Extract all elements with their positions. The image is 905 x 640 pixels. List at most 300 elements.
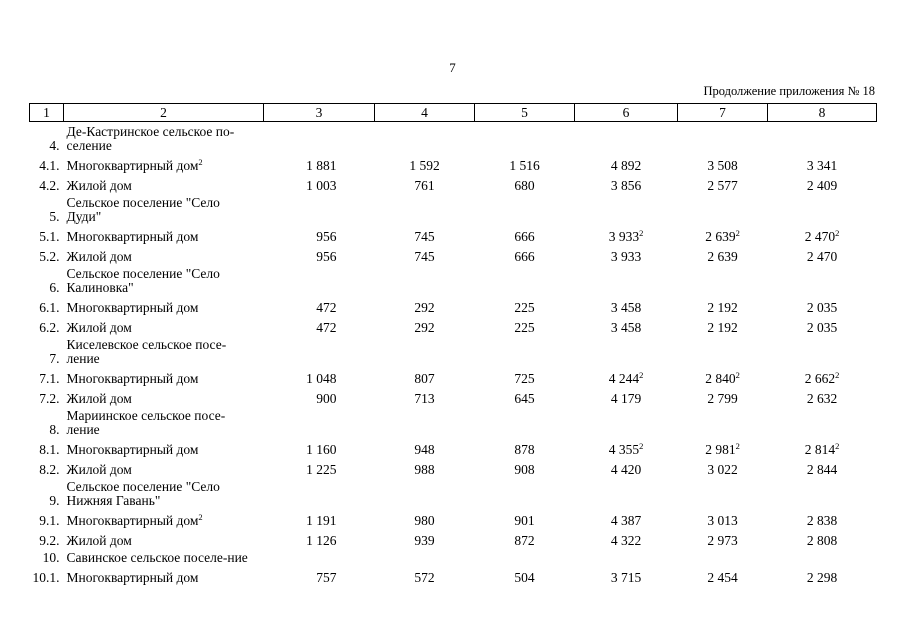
value-cell-5 <box>475 315 575 335</box>
column-header: 6 <box>575 104 678 122</box>
row-number-text: 6.1. <box>39 300 60 315</box>
value-cell-5 <box>475 244 575 264</box>
value-cell-3 <box>264 565 375 585</box>
row-number <box>30 122 64 154</box>
value-cell-4-text: 988 <box>414 462 435 477</box>
empty-cell <box>678 548 768 565</box>
empty-cell <box>375 477 475 508</box>
value-cell-8 <box>768 244 877 264</box>
settlement-name-text: Савинское сельское поселе-ние <box>66 550 248 565</box>
value-cell-6-text: 3 715 <box>610 570 642 585</box>
value-cell-6 <box>575 565 678 585</box>
value-cell-4 <box>375 244 475 264</box>
value-cell-3-text: 956 <box>316 229 337 244</box>
section-row <box>30 122 877 154</box>
value-cell-7-text: 2 639 <box>705 229 736 244</box>
row-number <box>30 335 64 366</box>
value-cell-7 <box>678 315 768 335</box>
housing-type-text: Многоквартирный дом <box>66 158 199 173</box>
section-row <box>30 335 877 366</box>
empty-cell <box>375 406 475 437</box>
value-cell-3 <box>264 224 375 244</box>
value-cell-7-text: 3 013 <box>707 513 738 528</box>
value-cell-5 <box>475 295 575 315</box>
value-cell-3-text: 900 <box>316 391 337 406</box>
row-number <box>30 224 64 244</box>
housing-type <box>64 528 264 548</box>
row-number <box>30 264 64 295</box>
value-cell-4-text: 948 <box>414 442 435 457</box>
empty-cell <box>575 264 678 295</box>
value-cell-5-text: 908 <box>514 462 535 477</box>
table-row <box>30 153 877 173</box>
empty-cell <box>678 335 768 366</box>
value-cell-7-text: 2 454 <box>707 570 738 585</box>
value-cell-8-text: 2 662 <box>804 371 836 386</box>
value-cell-4 <box>375 366 475 386</box>
value-cell-4 <box>375 295 475 315</box>
row-number-text: 8.1. <box>39 442 60 457</box>
row-number <box>30 315 64 335</box>
value-cell-3-text: 757 <box>316 570 337 585</box>
footnote-marker: 2 <box>639 441 644 451</box>
value-cell-5-text: 878 <box>514 442 535 457</box>
row-number-text: 5.1. <box>39 229 60 244</box>
empty-cell <box>678 477 768 508</box>
empty-cell <box>264 406 375 437</box>
value-cell-8-text: 2 844 <box>806 462 838 477</box>
table-row <box>30 295 877 315</box>
value-cell-3 <box>264 295 375 315</box>
value-cell-7 <box>678 244 768 264</box>
value-cell-7 <box>678 457 768 477</box>
column-header: 1 <box>30 104 64 122</box>
empty-cell <box>678 122 768 154</box>
value-cell-4 <box>375 565 475 585</box>
table-row <box>30 437 877 457</box>
value-cell-5-text: 725 <box>514 371 535 386</box>
value-cell-7-text: 3 508 <box>707 158 738 173</box>
value-cell-5-text: 680 <box>514 178 535 193</box>
value-cell-7 <box>678 386 768 406</box>
value-cell-8-text: 2 632 <box>806 391 838 406</box>
empty-cell <box>575 548 678 565</box>
settlement-name-text: Мариинское сельское посе-ление <box>66 408 226 437</box>
value-cell-4 <box>375 528 475 548</box>
row-number-text: 4.1. <box>39 158 60 173</box>
table-row <box>30 565 877 585</box>
housing-type-text: Жилой дом <box>66 320 132 335</box>
value-cell-8-text: 2 409 <box>806 178 838 193</box>
empty-cell <box>678 406 768 437</box>
housing-type-text: Многоквартирный дом <box>66 513 199 528</box>
value-cell-7 <box>678 173 768 193</box>
housing-type-text: Жилой дом <box>66 249 132 264</box>
value-cell-6-text: 4 179 <box>610 391 642 406</box>
row-number-text: 10.1. <box>32 570 60 585</box>
empty-cell <box>678 193 768 224</box>
value-cell-7 <box>678 366 768 386</box>
value-cell-6 <box>575 224 678 244</box>
data-table <box>29 103 877 585</box>
value-cell-6-text: 3 458 <box>610 300 642 315</box>
value-cell-3 <box>264 153 375 173</box>
value-cell-6 <box>575 528 678 548</box>
settlement-name <box>64 548 264 565</box>
empty-cell <box>768 335 877 366</box>
value-cell-5-text: 666 <box>514 229 535 244</box>
value-cell-4-text: 745 <box>414 249 435 264</box>
value-cell-7-text: 2 192 <box>707 300 738 315</box>
row-number-text: 8. <box>49 422 60 437</box>
housing-type-text: Многоквартирный дом <box>66 442 199 457</box>
housing-type-text: Многоквартирный дом <box>66 300 199 315</box>
row-number <box>30 437 64 457</box>
value-cell-4 <box>375 386 475 406</box>
housing-type-text: Многоквартирный дом <box>66 371 199 386</box>
value-cell-4 <box>375 315 475 335</box>
value-cell-6-text: 3 933 <box>610 249 642 264</box>
value-cell-7-text: 2 192 <box>707 320 738 335</box>
value-cell-4 <box>375 457 475 477</box>
settlement-name <box>64 406 264 437</box>
footnote-marker: 2 <box>639 370 644 380</box>
row-number <box>30 548 64 565</box>
empty-cell <box>375 335 475 366</box>
value-cell-8 <box>768 295 877 315</box>
value-cell-3 <box>264 437 375 457</box>
row-number-text: 9.1. <box>39 513 60 528</box>
table-row <box>30 457 877 477</box>
footnote-marker: 2 <box>835 228 840 238</box>
section-row <box>30 548 877 565</box>
empty-cell <box>475 264 575 295</box>
value-cell-5 <box>475 565 575 585</box>
value-cell-8-text: 2 035 <box>806 320 838 335</box>
row-number <box>30 153 64 173</box>
housing-type <box>64 173 264 193</box>
row-number-text: 6.2. <box>39 320 60 335</box>
value-cell-6-text: 3 856 <box>610 178 642 193</box>
value-cell-5-text: 901 <box>514 513 535 528</box>
value-cell-4 <box>375 153 475 173</box>
value-cell-4-text: 713 <box>414 391 435 406</box>
row-number-text: 5.2. <box>39 249 60 264</box>
value-cell-5 <box>475 457 575 477</box>
value-cell-5 <box>475 366 575 386</box>
settlement-name-text: Киселевское сельское посе-ление <box>66 337 227 366</box>
footnote-marker: 2 <box>198 512 203 522</box>
value-cell-7 <box>678 224 768 244</box>
housing-type-text: Жилой дом <box>66 391 132 406</box>
continuation-label: Продолжение приложения № 18 <box>703 84 875 98</box>
value-cell-6-text: 4 355 <box>608 442 640 457</box>
row-number-text: 4.2. <box>39 178 60 193</box>
value-cell-8-text: 2 470 <box>804 229 836 244</box>
empty-cell <box>264 193 375 224</box>
value-cell-5-text: 872 <box>514 533 535 548</box>
value-cell-3-text: 472 <box>316 300 337 315</box>
value-cell-7-text: 2 840 <box>705 371 736 386</box>
table-row <box>30 366 877 386</box>
row-number-text: 4. <box>49 138 60 153</box>
value-cell-5-text: 645 <box>514 391 535 406</box>
value-cell-4-text: 292 <box>414 300 435 315</box>
empty-cell <box>475 193 575 224</box>
value-cell-3-text: 1 191 <box>306 513 337 528</box>
value-cell-7-text: 2 973 <box>707 533 738 548</box>
settlement-name-text: Сельское поселение "Село Дуди" <box>66 195 220 224</box>
empty-cell <box>475 122 575 154</box>
value-cell-3 <box>264 457 375 477</box>
empty-cell <box>264 548 375 565</box>
housing-type-text: Многоквартирный дом <box>66 570 199 585</box>
value-cell-6 <box>575 315 678 335</box>
housing-type <box>64 386 264 406</box>
table-row <box>30 244 877 264</box>
empty-cell <box>575 335 678 366</box>
value-cell-4-text: 980 <box>414 513 435 528</box>
value-cell-5 <box>475 437 575 457</box>
value-cell-4-text: 292 <box>414 320 435 335</box>
housing-type <box>64 437 264 457</box>
empty-cell <box>575 193 678 224</box>
value-cell-3 <box>264 508 375 528</box>
empty-cell <box>375 548 475 565</box>
value-cell-5 <box>475 153 575 173</box>
table-row <box>30 173 877 193</box>
empty-cell <box>768 406 877 437</box>
value-cell-6-text: 4 387 <box>610 513 642 528</box>
value-cell-8 <box>768 386 877 406</box>
value-cell-7 <box>678 437 768 457</box>
value-cell-8 <box>768 437 877 457</box>
housing-type <box>64 315 264 335</box>
row-number <box>30 295 64 315</box>
value-cell-8 <box>768 153 877 173</box>
value-cell-8 <box>768 173 877 193</box>
empty-cell <box>264 264 375 295</box>
row-number <box>30 173 64 193</box>
value-cell-3 <box>264 528 375 548</box>
row-number-text: 9. <box>49 493 60 508</box>
housing-type <box>64 508 264 528</box>
column-header: 7 <box>678 104 768 122</box>
footnote-marker: 2 <box>735 441 740 451</box>
row-number <box>30 457 64 477</box>
column-header: 3 <box>264 104 375 122</box>
empty-cell <box>375 122 475 154</box>
empty-cell <box>575 477 678 508</box>
table-row <box>30 224 877 244</box>
value-cell-4-text: 745 <box>414 229 435 244</box>
value-cell-7 <box>678 153 768 173</box>
row-number <box>30 386 64 406</box>
section-row <box>30 264 877 295</box>
value-cell-6-text: 3 458 <box>610 320 642 335</box>
value-cell-6 <box>575 457 678 477</box>
row-number-text: 5. <box>49 209 60 224</box>
row-number-text: 9.2. <box>39 533 60 548</box>
value-cell-4-text: 1 592 <box>409 158 440 173</box>
empty-cell <box>264 477 375 508</box>
value-cell-8 <box>768 366 877 386</box>
settlement-name <box>64 193 264 224</box>
value-cell-3 <box>264 386 375 406</box>
column-header: 2 <box>64 104 264 122</box>
value-cell-5-text: 504 <box>514 570 535 585</box>
row-number <box>30 477 64 508</box>
value-cell-6 <box>575 437 678 457</box>
value-cell-5 <box>475 528 575 548</box>
value-cell-6 <box>575 508 678 528</box>
empty-cell <box>768 122 877 154</box>
value-cell-8 <box>768 508 877 528</box>
empty-cell <box>575 406 678 437</box>
empty-cell <box>264 335 375 366</box>
column-header: 8 <box>768 104 877 122</box>
empty-cell <box>768 477 877 508</box>
section-row <box>30 477 877 508</box>
value-cell-6-text: 4 322 <box>610 533 642 548</box>
value-cell-4-text: 939 <box>414 533 435 548</box>
value-cell-5 <box>475 173 575 193</box>
row-number-text: 7.2. <box>39 391 60 406</box>
value-cell-4 <box>375 224 475 244</box>
value-cell-5-text: 225 <box>514 300 535 315</box>
footnote-marker: 2 <box>735 370 740 380</box>
housing-type <box>64 565 264 585</box>
value-cell-3-text: 1 225 <box>306 462 337 477</box>
value-cell-4-text: 572 <box>414 570 435 585</box>
table-header-row <box>30 104 877 122</box>
value-cell-8 <box>768 528 877 548</box>
value-cell-6-text: 3 933 <box>608 229 640 244</box>
row-number <box>30 508 64 528</box>
value-cell-4-text: 807 <box>414 371 435 386</box>
value-cell-3 <box>264 366 375 386</box>
value-cell-8-text: 2 035 <box>806 300 838 315</box>
row-number-text: 7. <box>49 351 60 366</box>
value-cell-6 <box>575 295 678 315</box>
value-cell-5-text: 666 <box>514 249 535 264</box>
settlement-name-text: Де-Кастринское сельское по-селение <box>66 124 235 153</box>
value-cell-8-text: 2 814 <box>804 442 836 457</box>
value-cell-8-text: 2 470 <box>806 249 838 264</box>
value-cell-5 <box>475 386 575 406</box>
value-cell-5 <box>475 508 575 528</box>
value-cell-3-text: 1 881 <box>306 158 337 173</box>
housing-type <box>64 295 264 315</box>
value-cell-6 <box>575 386 678 406</box>
footnote-marker: 2 <box>735 228 740 238</box>
footnote-marker: 2 <box>639 228 644 238</box>
value-cell-6 <box>575 244 678 264</box>
value-cell-8-text: 3 341 <box>806 158 838 173</box>
empty-cell <box>678 264 768 295</box>
value-cell-7-text: 2 981 <box>705 442 736 457</box>
value-cell-6-text: 4 892 <box>610 158 642 173</box>
value-cell-6 <box>575 153 678 173</box>
value-cell-8 <box>768 565 877 585</box>
row-number-text: 10. <box>42 550 60 565</box>
value-cell-5 <box>475 224 575 244</box>
table-row <box>30 508 877 528</box>
empty-cell <box>475 406 575 437</box>
value-cell-8 <box>768 457 877 477</box>
housing-type <box>64 244 264 264</box>
table-body <box>30 122 877 586</box>
value-cell-3 <box>264 315 375 335</box>
housing-type <box>64 153 264 173</box>
value-cell-7 <box>678 565 768 585</box>
row-number-text: 8.2. <box>39 462 60 477</box>
value-cell-5-text: 225 <box>514 320 535 335</box>
empty-cell <box>768 548 877 565</box>
value-cell-8-text: 2 838 <box>806 513 838 528</box>
row-number-text: 7.1. <box>39 371 60 386</box>
value-cell-3-text: 1 048 <box>306 371 337 386</box>
footnote-marker: 2 <box>835 441 840 451</box>
row-number <box>30 406 64 437</box>
section-row <box>30 193 877 224</box>
column-header: 4 <box>375 104 475 122</box>
housing-type <box>64 224 264 244</box>
value-cell-7-text: 3 022 <box>707 462 738 477</box>
value-cell-6-text: 4 244 <box>608 371 640 386</box>
footnote-marker: 2 <box>835 370 840 380</box>
value-cell-7 <box>678 528 768 548</box>
empty-cell <box>575 122 678 154</box>
empty-cell <box>475 335 575 366</box>
value-cell-7-text: 2 799 <box>707 391 738 406</box>
value-cell-5-text: 1 516 <box>509 158 540 173</box>
settlement-name <box>64 122 264 154</box>
value-cell-6-text: 4 420 <box>610 462 642 477</box>
value-cell-4-text: 761 <box>414 178 435 193</box>
value-cell-8-text: 2 808 <box>806 533 838 548</box>
value-cell-6 <box>575 366 678 386</box>
row-number-text: 6. <box>49 280 60 295</box>
page-number: 7 <box>449 60 456 75</box>
empty-cell <box>768 193 877 224</box>
housing-type-text: Жилой дом <box>66 178 132 193</box>
settlement-name-text: Сельское поселение "Село Калиновка" <box>66 266 220 295</box>
column-header: 5 <box>475 104 575 122</box>
settlement-name-text: Сельское поселение "Село Нижняя Гавань" <box>66 479 220 508</box>
settlement-name <box>64 335 264 366</box>
value-cell-7-text: 2 577 <box>707 178 738 193</box>
row-number <box>30 528 64 548</box>
row-number <box>30 193 64 224</box>
empty-cell <box>375 193 475 224</box>
empty-cell <box>475 548 575 565</box>
value-cell-8-text: 2 298 <box>806 570 838 585</box>
row-number <box>30 366 64 386</box>
value-cell-6 <box>575 173 678 193</box>
housing-type-text: Многоквартирный дом <box>66 229 199 244</box>
housing-type <box>64 366 264 386</box>
value-cell-7-text: 2 639 <box>707 249 738 264</box>
value-cell-8 <box>768 315 877 335</box>
row-number <box>30 565 64 585</box>
empty-cell <box>375 264 475 295</box>
value-cell-3-text: 1 160 <box>306 442 337 457</box>
table-row <box>30 315 877 335</box>
value-cell-3-text: 1 003 <box>306 178 337 193</box>
value-cell-3-text: 472 <box>316 320 337 335</box>
empty-cell <box>264 122 375 154</box>
